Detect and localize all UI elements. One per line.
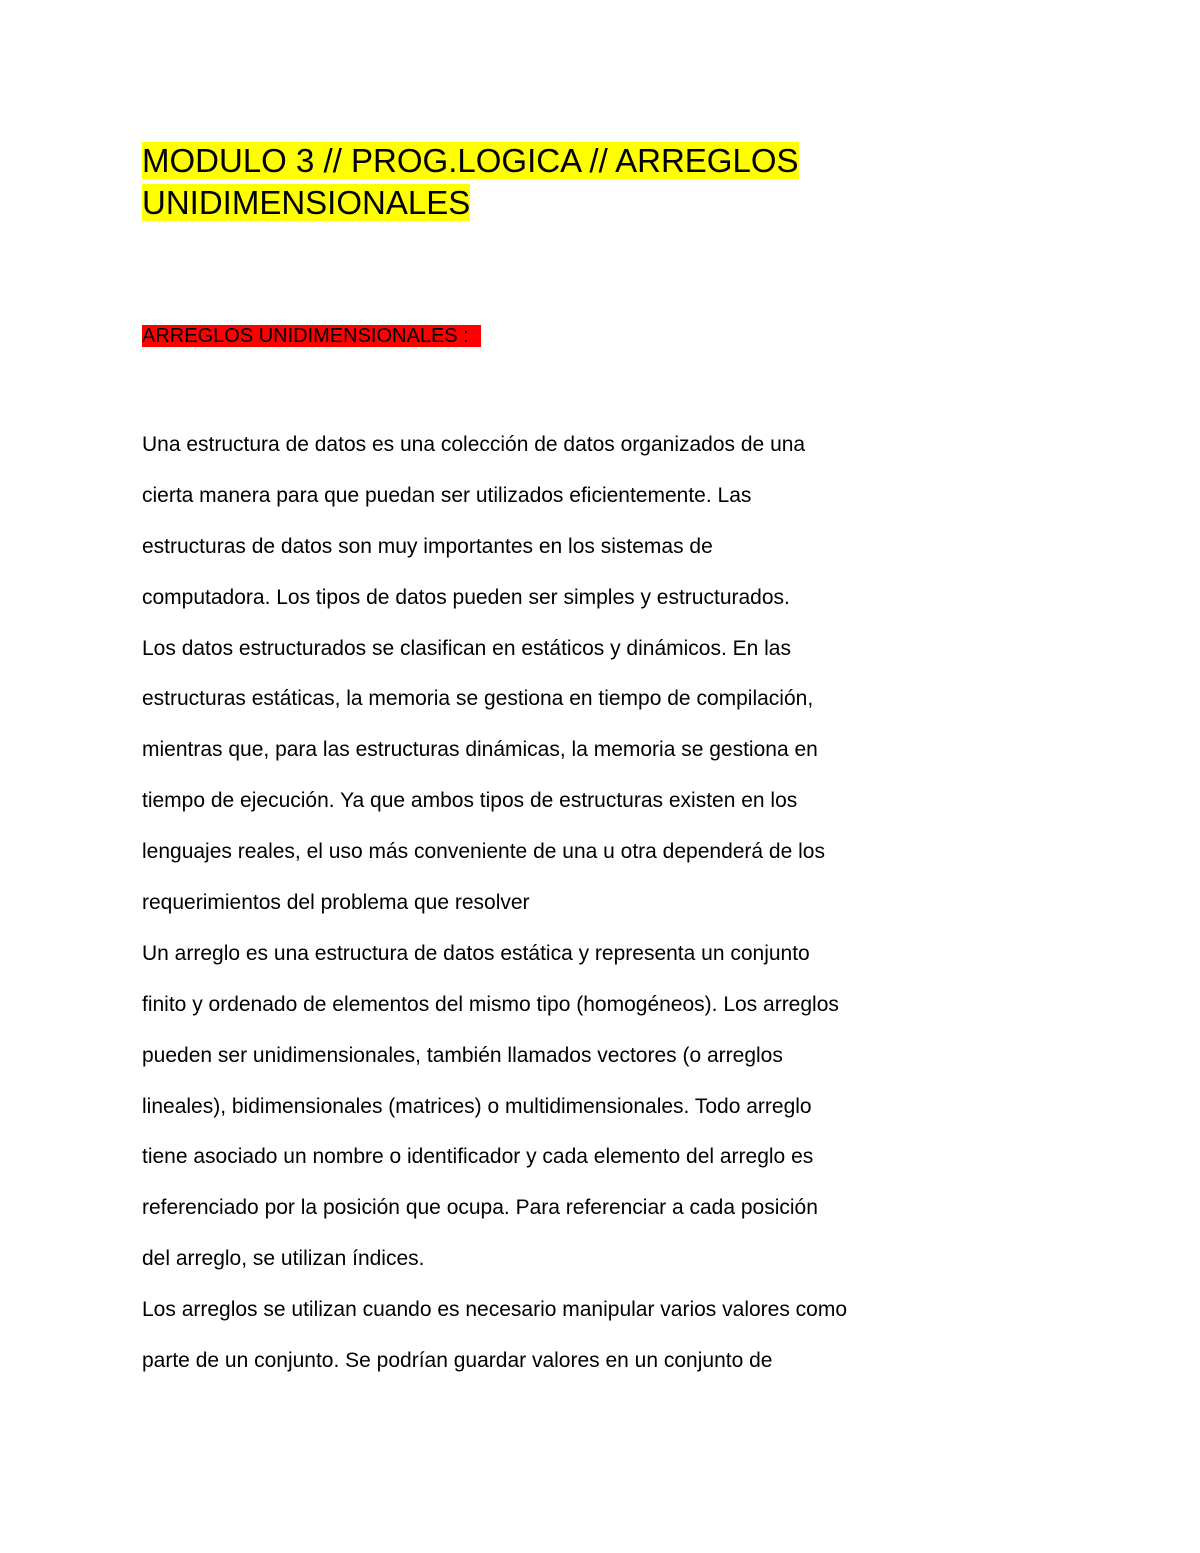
body-line: computadora. Los tipos de datos pueden ser simples y estructurados. <box>142 585 790 609</box>
body-line: Una estructura de datos es una colección de datos organizados de una <box>142 433 806 456</box>
body-line: cierta manera para que puedan ser utilizados eficientemente. Las <box>142 483 752 507</box>
body-line: Los datos estructurados se clasifican en estáticos y dinámicos. En las <box>142 636 791 660</box>
body-line: lineales), bidimensionales (matrices) o multidimensionales. Todo arreglo <box>142 1094 812 1118</box>
body-line: estructuras de datos son muy importantes en los sistemas de <box>142 534 713 558</box>
title-line-2: UNIDIMENSIONALES <box>142 184 471 221</box>
body-line: lenguajes reales, el uso más conveniente de una u otra dependerá de los <box>142 840 825 864</box>
title-line-1: MODULO 3 // PROG.LOGICA // ARREGLOS <box>142 142 799 179</box>
body-line: Los arreglos se utilizan cuando es necesario manipular varios valores como <box>142 1298 848 1322</box>
document-title <box>142 140 1042 224</box>
section-heading <box>142 320 481 352</box>
body-text <box>142 420 942 1387</box>
body-line: tiempo de ejecución. Ya que ambos tipos de estructuras existen en los <box>142 789 798 813</box>
body-line: mientras que, para las estructuras dinámicas, la memoria se gestiona en <box>142 738 818 762</box>
body-line: del arreglo, se utilizan índices. <box>142 1247 425 1271</box>
body-line: referenciado por la posición que ocupa. Para referenciar a cada posición <box>142 1196 818 1220</box>
body-line: estructuras estáticas, la memoria se gestiona en tiempo de compilación, <box>142 687 814 711</box>
body-line: finito y ordenado de elementos del mismo tipo (homogéneos). Los arreglos <box>142 992 839 1016</box>
body-line: parte de un conjunto. Se podrían guardar valores en un conjunto de <box>142 1349 773 1373</box>
body-line: pueden ser unidimensionales, también llamados vectores (o arreglos <box>142 1043 783 1067</box>
body-line: tiene asociado un nombre o identificador y cada elemento del arreglo es <box>142 1145 814 1169</box>
body-line: requerimientos del problema que resolver <box>142 891 530 915</box>
section-heading-text: ARREGLOS UNIDIMENSIONALES : <box>142 325 481 347</box>
body-line: Un arreglo es una estructura de datos estática y representa un conjunto <box>142 941 810 965</box>
